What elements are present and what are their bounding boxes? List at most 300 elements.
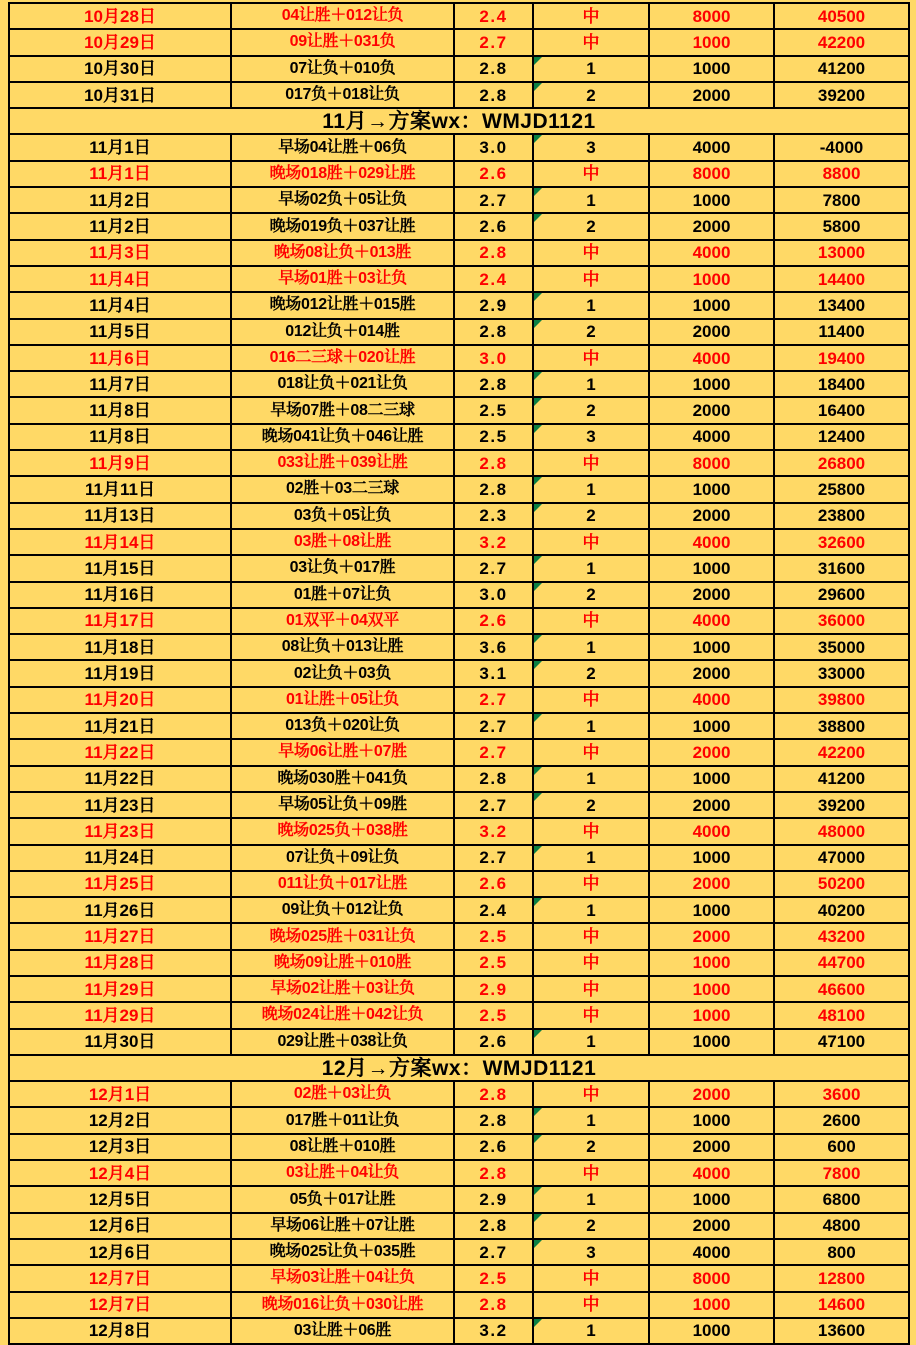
result-cell: 2 bbox=[533, 213, 649, 239]
plan-cell: 晚场019负＋037让胜 bbox=[231, 213, 454, 239]
odds-cell: 2.6 bbox=[454, 161, 533, 187]
profit-cell: 13000 bbox=[774, 240, 909, 266]
profit-cell: 41200 bbox=[774, 56, 909, 82]
amount-cell: 2000 bbox=[649, 1134, 774, 1160]
plan-cell: 早场06让胜＋07胜 bbox=[231, 739, 454, 765]
result-cell: 3 bbox=[533, 1239, 649, 1265]
odds-cell: 2.8 bbox=[454, 766, 533, 792]
cell-flag-icon bbox=[534, 1187, 542, 1195]
odds-cell: 2.8 bbox=[454, 1213, 533, 1239]
date-cell: 11月21日 bbox=[9, 713, 231, 739]
amount-cell: 2000 bbox=[649, 792, 774, 818]
table-row bbox=[9, 766, 909, 792]
plan-cell: 01胜＋07让负 bbox=[231, 582, 454, 608]
plan-cell: 033让胜＋039让胜 bbox=[231, 450, 454, 476]
result-cell: 2 bbox=[533, 1134, 649, 1160]
plan-cell: 017负＋018让负 bbox=[231, 82, 454, 108]
plan-cell: 016二三球＋020让胜 bbox=[231, 345, 454, 371]
odds-cell: 2.6 bbox=[454, 213, 533, 239]
result-cell: 中 bbox=[533, 240, 649, 266]
result-cell: 中 bbox=[533, 1292, 649, 1318]
profit-cell: 47000 bbox=[774, 845, 909, 871]
odds-cell: 3.1 bbox=[454, 660, 533, 686]
odds-cell: 2.4 bbox=[454, 266, 533, 292]
date-cell: 11月24日 bbox=[9, 845, 231, 871]
profit-cell: 38800 bbox=[774, 713, 909, 739]
result-cell: 1 bbox=[533, 634, 649, 660]
amount-cell: 4000 bbox=[649, 1160, 774, 1186]
amount-cell: 1000 bbox=[649, 476, 774, 502]
plan-cell: 早场01胜＋03让负 bbox=[231, 266, 454, 292]
plan-cell: 029让胜＋038让负 bbox=[231, 1029, 454, 1055]
cell-flag-icon bbox=[534, 846, 542, 854]
amount-cell: 4000 bbox=[649, 608, 774, 634]
table-row bbox=[9, 529, 909, 555]
date-cell: 11月28日 bbox=[9, 950, 231, 976]
odds-cell: 3.2 bbox=[454, 818, 533, 844]
odds-cell: 2.8 bbox=[454, 56, 533, 82]
cell-flag-icon bbox=[534, 767, 542, 775]
profit-cell: 43200 bbox=[774, 923, 909, 949]
result-cell: 中 bbox=[533, 1160, 649, 1186]
table-row bbox=[9, 950, 909, 976]
date-cell: 11月7日 bbox=[9, 371, 231, 397]
plan-cell: 晚场041让负＋046让胜 bbox=[231, 424, 454, 450]
month-section-header: 11月→方案wx：WMJD1121 bbox=[9, 108, 909, 134]
amount-cell: 2000 bbox=[649, 923, 774, 949]
amount-cell: 1000 bbox=[649, 555, 774, 581]
amount-cell: 2000 bbox=[649, 871, 774, 897]
table-row bbox=[9, 397, 909, 423]
table-row bbox=[9, 1186, 909, 1212]
plan-cell: 01双平＋04双平 bbox=[231, 608, 454, 634]
odds-cell: 2.6 bbox=[454, 1029, 533, 1055]
plan-cell: 03让胜＋04让负 bbox=[231, 1160, 454, 1186]
amount-cell: 1000 bbox=[649, 950, 774, 976]
odds-cell: 2.8 bbox=[454, 371, 533, 397]
profit-cell: 13400 bbox=[774, 292, 909, 318]
date-cell: 11月2日 bbox=[9, 213, 231, 239]
profit-cell: 42200 bbox=[774, 739, 909, 765]
table-row bbox=[9, 582, 909, 608]
date-cell: 12月8日 bbox=[9, 1318, 231, 1344]
table-row bbox=[9, 739, 909, 765]
table-row bbox=[9, 1107, 909, 1133]
amount-cell: 1000 bbox=[649, 713, 774, 739]
result-cell: 中 bbox=[533, 1081, 649, 1107]
plan-cell: 01让胜＋05让负 bbox=[231, 687, 454, 713]
profit-cell: 46600 bbox=[774, 976, 909, 1002]
odds-cell: 2.9 bbox=[454, 1186, 533, 1212]
table-row bbox=[9, 450, 909, 476]
amount-cell: 4000 bbox=[649, 424, 774, 450]
cell-flag-icon bbox=[534, 504, 542, 512]
odds-cell: 2.9 bbox=[454, 292, 533, 318]
date-cell: 11月13日 bbox=[9, 503, 231, 529]
odds-cell: 3.2 bbox=[454, 1318, 533, 1344]
result-cell: 2 bbox=[533, 792, 649, 818]
profit-cell: 12800 bbox=[774, 1265, 909, 1291]
table-row bbox=[9, 187, 909, 213]
profit-cell: 7800 bbox=[774, 187, 909, 213]
odds-cell: 2.7 bbox=[454, 792, 533, 818]
date-cell: 11月22日 bbox=[9, 766, 231, 792]
result-cell: 中 bbox=[533, 818, 649, 844]
profit-cell: 11400 bbox=[774, 319, 909, 345]
plan-cell: 07让负＋09让负 bbox=[231, 845, 454, 871]
profit-cell: 47100 bbox=[774, 1029, 909, 1055]
profit-cell: 39800 bbox=[774, 687, 909, 713]
odds-cell: 3.6 bbox=[454, 634, 533, 660]
odds-cell: 2.5 bbox=[454, 424, 533, 450]
profit-cell: 16400 bbox=[774, 397, 909, 423]
amount-cell: 4000 bbox=[649, 240, 774, 266]
profit-cell: 7800 bbox=[774, 1160, 909, 1186]
odds-cell: 2.3 bbox=[454, 503, 533, 529]
amount-cell: 1000 bbox=[649, 1318, 774, 1344]
plan-cell: 012让负＋014胜 bbox=[231, 319, 454, 345]
table-row bbox=[9, 634, 909, 660]
odds-cell: 2.7 bbox=[454, 739, 533, 765]
date-cell: 11月11日 bbox=[9, 476, 231, 502]
plan-cell: 早场06让胜＋07让胜 bbox=[231, 1213, 454, 1239]
amount-cell: 1000 bbox=[649, 1186, 774, 1212]
amount-cell: 2000 bbox=[649, 213, 774, 239]
date-cell: 11月18日 bbox=[9, 634, 231, 660]
result-cell: 2 bbox=[533, 397, 649, 423]
result-cell: 中 bbox=[533, 950, 649, 976]
table-row bbox=[9, 319, 909, 345]
profit-cell: 14400 bbox=[774, 266, 909, 292]
profit-cell: 800 bbox=[774, 1239, 909, 1265]
profit-cell: 29600 bbox=[774, 582, 909, 608]
date-cell: 12月6日 bbox=[9, 1239, 231, 1265]
odds-cell: 3.0 bbox=[454, 582, 533, 608]
cell-flag-icon bbox=[534, 1214, 542, 1222]
amount-cell: 1000 bbox=[649, 1107, 774, 1133]
plan-cell: 晚场025胜＋031让负 bbox=[231, 923, 454, 949]
plan-cell: 早场05让负＋09胜 bbox=[231, 792, 454, 818]
amount-cell: 4000 bbox=[649, 818, 774, 844]
amount-cell: 2000 bbox=[649, 739, 774, 765]
plan-cell: 018让负＋021让负 bbox=[231, 371, 454, 397]
amount-cell: 4000 bbox=[649, 687, 774, 713]
date-cell: 11月23日 bbox=[9, 818, 231, 844]
amount-cell: 8000 bbox=[649, 1265, 774, 1291]
result-cell: 2 bbox=[533, 660, 649, 686]
table-row bbox=[9, 818, 909, 844]
table-row bbox=[9, 608, 909, 634]
odds-cell: 2.4 bbox=[454, 3, 533, 29]
plan-cell: 09让负＋012让负 bbox=[231, 897, 454, 923]
odds-cell: 2.8 bbox=[454, 1081, 533, 1107]
profit-cell: 33000 bbox=[774, 660, 909, 686]
odds-cell: 2.7 bbox=[454, 29, 533, 55]
plan-cell: 03让负＋017胜 bbox=[231, 555, 454, 581]
date-cell: 11月9日 bbox=[9, 450, 231, 476]
table-row bbox=[9, 660, 909, 686]
date-cell: 12月7日 bbox=[9, 1292, 231, 1318]
date-cell: 12月4日 bbox=[9, 1160, 231, 1186]
amount-cell: 1000 bbox=[649, 29, 774, 55]
odds-cell: 3.0 bbox=[454, 345, 533, 371]
result-cell: 中 bbox=[533, 345, 649, 371]
profit-cell: 48100 bbox=[774, 1002, 909, 1028]
cell-flag-icon bbox=[534, 1135, 542, 1143]
amount-cell: 4000 bbox=[649, 529, 774, 555]
profit-cell: 50200 bbox=[774, 871, 909, 897]
table-row bbox=[9, 845, 909, 871]
date-cell: 12月7日 bbox=[9, 1265, 231, 1291]
cell-flag-icon bbox=[534, 714, 542, 722]
profit-cell: 18400 bbox=[774, 371, 909, 397]
amount-cell: 2000 bbox=[649, 503, 774, 529]
date-cell: 12月2日 bbox=[9, 1107, 231, 1133]
result-cell: 中 bbox=[533, 687, 649, 713]
profit-cell: 40500 bbox=[774, 3, 909, 29]
cell-flag-icon bbox=[534, 372, 542, 380]
amount-cell: 1000 bbox=[649, 1002, 774, 1028]
odds-cell: 2.8 bbox=[454, 240, 533, 266]
cell-flag-icon bbox=[534, 83, 542, 91]
profit-cell: 39200 bbox=[774, 792, 909, 818]
date-cell: 11月4日 bbox=[9, 266, 231, 292]
date-cell: 11月27日 bbox=[9, 923, 231, 949]
plan-cell: 017胜＋011让负 bbox=[231, 1107, 454, 1133]
odds-cell: 2.8 bbox=[454, 1160, 533, 1186]
date-cell: 11月15日 bbox=[9, 555, 231, 581]
cell-flag-icon bbox=[534, 398, 542, 406]
date-cell: 11月20日 bbox=[9, 687, 231, 713]
plan-cell: 02胜＋03让负 bbox=[231, 1081, 454, 1107]
amount-cell: 1000 bbox=[649, 1292, 774, 1318]
table-row bbox=[9, 345, 909, 371]
plan-cell: 早场03让胜＋04让负 bbox=[231, 1265, 454, 1291]
date-cell: 11月29日 bbox=[9, 1002, 231, 1028]
profit-cell: 600 bbox=[774, 1134, 909, 1160]
result-cell: 1 bbox=[533, 1186, 649, 1212]
amount-cell: 2000 bbox=[649, 1213, 774, 1239]
profit-cell: 25800 bbox=[774, 476, 909, 502]
cell-flag-icon bbox=[534, 1319, 542, 1327]
result-cell: 1 bbox=[533, 187, 649, 213]
date-cell: 12月3日 bbox=[9, 1134, 231, 1160]
cell-flag-icon bbox=[534, 293, 542, 301]
cell-flag-icon bbox=[534, 1108, 542, 1116]
cell-flag-icon bbox=[534, 898, 542, 906]
table-row bbox=[9, 134, 909, 160]
plan-cell: 07让负＋010负 bbox=[231, 56, 454, 82]
result-cell: 中 bbox=[533, 1002, 649, 1028]
odds-cell: 2.7 bbox=[454, 845, 533, 871]
odds-cell: 2.5 bbox=[454, 397, 533, 423]
cell-flag-icon bbox=[534, 661, 542, 669]
table-row bbox=[9, 371, 909, 397]
date-cell: 11月19日 bbox=[9, 660, 231, 686]
plan-cell: 03胜＋08让胜 bbox=[231, 529, 454, 555]
odds-cell: 2.5 bbox=[454, 950, 533, 976]
amount-cell: 1000 bbox=[649, 371, 774, 397]
profit-cell: 3600 bbox=[774, 1081, 909, 1107]
profit-cell: 19400 bbox=[774, 345, 909, 371]
cell-flag-icon bbox=[534, 477, 542, 485]
plan-cell: 08让胜＋010胜 bbox=[231, 1134, 454, 1160]
table-row bbox=[9, 687, 909, 713]
result-cell: 3 bbox=[533, 424, 649, 450]
cell-flag-icon bbox=[534, 57, 542, 65]
result-cell: 2 bbox=[533, 319, 649, 345]
plan-cell: 早场07胜＋08二三球 bbox=[231, 397, 454, 423]
result-cell: 1 bbox=[533, 371, 649, 397]
date-cell: 11月2日 bbox=[9, 187, 231, 213]
table-row bbox=[9, 923, 909, 949]
result-cell: 1 bbox=[533, 713, 649, 739]
result-cell: 中 bbox=[533, 976, 649, 1002]
table-row bbox=[9, 1029, 909, 1055]
result-cell: 1 bbox=[533, 766, 649, 792]
betting-records-table bbox=[8, 2, 910, 1345]
odds-cell: 2.5 bbox=[454, 1265, 533, 1291]
result-cell: 中 bbox=[533, 266, 649, 292]
records-table-body bbox=[9, 3, 909, 1344]
table-row bbox=[9, 161, 909, 187]
result-cell: 1 bbox=[533, 897, 649, 923]
table-row bbox=[9, 240, 909, 266]
plan-cell: 04让胜＋012让负 bbox=[231, 3, 454, 29]
amount-cell: 8000 bbox=[649, 3, 774, 29]
result-cell: 2 bbox=[533, 82, 649, 108]
cell-flag-icon bbox=[534, 188, 542, 196]
odds-cell: 2.5 bbox=[454, 1002, 533, 1028]
plan-cell: 晚场018胜＋029让胜 bbox=[231, 161, 454, 187]
date-cell: 10月29日 bbox=[9, 29, 231, 55]
result-cell: 1 bbox=[533, 845, 649, 871]
table-row bbox=[9, 29, 909, 55]
amount-cell: 2000 bbox=[649, 582, 774, 608]
plan-cell: 晚场016让负＋030让胜 bbox=[231, 1292, 454, 1318]
amount-cell: 2000 bbox=[649, 1081, 774, 1107]
profit-cell: 48000 bbox=[774, 818, 909, 844]
plan-cell: 晚场030胜＋041负 bbox=[231, 766, 454, 792]
profit-cell: 23800 bbox=[774, 503, 909, 529]
profit-cell: 32600 bbox=[774, 529, 909, 555]
result-cell: 中 bbox=[533, 923, 649, 949]
plan-cell: 02胜＋03二三球 bbox=[231, 476, 454, 502]
profit-cell: 44700 bbox=[774, 950, 909, 976]
date-cell: 10月31日 bbox=[9, 82, 231, 108]
plan-cell: 晚场025负＋038胜 bbox=[231, 818, 454, 844]
table-row bbox=[9, 555, 909, 581]
result-cell: 中 bbox=[533, 161, 649, 187]
date-cell: 11月6日 bbox=[9, 345, 231, 371]
profit-cell: 40200 bbox=[774, 897, 909, 923]
odds-cell: 2.8 bbox=[454, 476, 533, 502]
profit-cell: 14600 bbox=[774, 1292, 909, 1318]
table-row bbox=[9, 1318, 909, 1344]
odds-cell: 2.7 bbox=[454, 187, 533, 213]
plan-cell: 011让负＋017让胜 bbox=[231, 871, 454, 897]
table-row bbox=[9, 871, 909, 897]
profit-cell: 13600 bbox=[774, 1318, 909, 1344]
result-cell: 中 bbox=[533, 739, 649, 765]
result-cell: 3 bbox=[533, 134, 649, 160]
profit-cell: 41200 bbox=[774, 766, 909, 792]
table-row bbox=[9, 266, 909, 292]
odds-cell: 2.8 bbox=[454, 1292, 533, 1318]
date-cell: 12月5日 bbox=[9, 1186, 231, 1212]
odds-cell: 2.9 bbox=[454, 976, 533, 1002]
odds-cell: 2.4 bbox=[454, 897, 533, 923]
result-cell: 中 bbox=[533, 450, 649, 476]
amount-cell: 1000 bbox=[649, 976, 774, 1002]
amount-cell: 4000 bbox=[649, 1239, 774, 1265]
plan-cell: 早场02让胜＋03让负 bbox=[231, 976, 454, 1002]
plan-cell: 晚场012让胜＋015胜 bbox=[231, 292, 454, 318]
cell-flag-icon bbox=[534, 214, 542, 222]
odds-cell: 2.7 bbox=[454, 687, 533, 713]
plan-cell: 02让负＋03负 bbox=[231, 660, 454, 686]
result-cell: 1 bbox=[533, 1029, 649, 1055]
result-cell: 中 bbox=[533, 871, 649, 897]
table-row bbox=[9, 503, 909, 529]
profit-cell: 42200 bbox=[774, 29, 909, 55]
table-row bbox=[9, 792, 909, 818]
odds-cell: 3.2 bbox=[454, 529, 533, 555]
date-cell: 11月8日 bbox=[9, 397, 231, 423]
amount-cell: 1000 bbox=[649, 56, 774, 82]
table-row bbox=[9, 713, 909, 739]
odds-cell: 2.8 bbox=[454, 319, 533, 345]
amount-cell: 8000 bbox=[649, 450, 774, 476]
result-cell: 1 bbox=[533, 1107, 649, 1133]
plan-cell: 晚场09让胜＋010胜 bbox=[231, 950, 454, 976]
result-cell: 1 bbox=[533, 555, 649, 581]
amount-cell: 1000 bbox=[649, 292, 774, 318]
profit-cell: 36000 bbox=[774, 608, 909, 634]
table-row bbox=[9, 213, 909, 239]
plan-cell: 晚场08让负＋013胜 bbox=[231, 240, 454, 266]
profit-cell: 8800 bbox=[774, 161, 909, 187]
amount-cell: 4000 bbox=[649, 345, 774, 371]
profit-cell: 5800 bbox=[774, 213, 909, 239]
plan-cell: 08让负＋013让胜 bbox=[231, 634, 454, 660]
odds-cell: 2.7 bbox=[454, 713, 533, 739]
amount-cell: 1000 bbox=[649, 634, 774, 660]
amount-cell: 1000 bbox=[649, 897, 774, 923]
date-cell: 11月30日 bbox=[9, 1029, 231, 1055]
plan-cell: 013负＋020让负 bbox=[231, 713, 454, 739]
plan-cell: 晚场024让胜＋042让负 bbox=[231, 1002, 454, 1028]
amount-cell: 1000 bbox=[649, 766, 774, 792]
date-cell: 11月5日 bbox=[9, 319, 231, 345]
plan-cell: 早场04让胜＋06负 bbox=[231, 134, 454, 160]
date-cell: 11月16日 bbox=[9, 582, 231, 608]
result-cell: 中 bbox=[533, 608, 649, 634]
table-row bbox=[9, 1134, 909, 1160]
date-cell: 11月29日 bbox=[9, 976, 231, 1002]
result-cell: 中 bbox=[533, 1265, 649, 1291]
amount-cell: 2000 bbox=[649, 397, 774, 423]
table-row bbox=[9, 56, 909, 82]
odds-cell: 2.6 bbox=[454, 608, 533, 634]
odds-cell: 2.6 bbox=[454, 1134, 533, 1160]
table-row bbox=[9, 3, 909, 29]
date-cell: 12月6日 bbox=[9, 1213, 231, 1239]
odds-cell: 2.8 bbox=[454, 1107, 533, 1133]
table-row bbox=[9, 1081, 909, 1107]
cell-flag-icon bbox=[534, 425, 542, 433]
table-row bbox=[9, 1002, 909, 1028]
